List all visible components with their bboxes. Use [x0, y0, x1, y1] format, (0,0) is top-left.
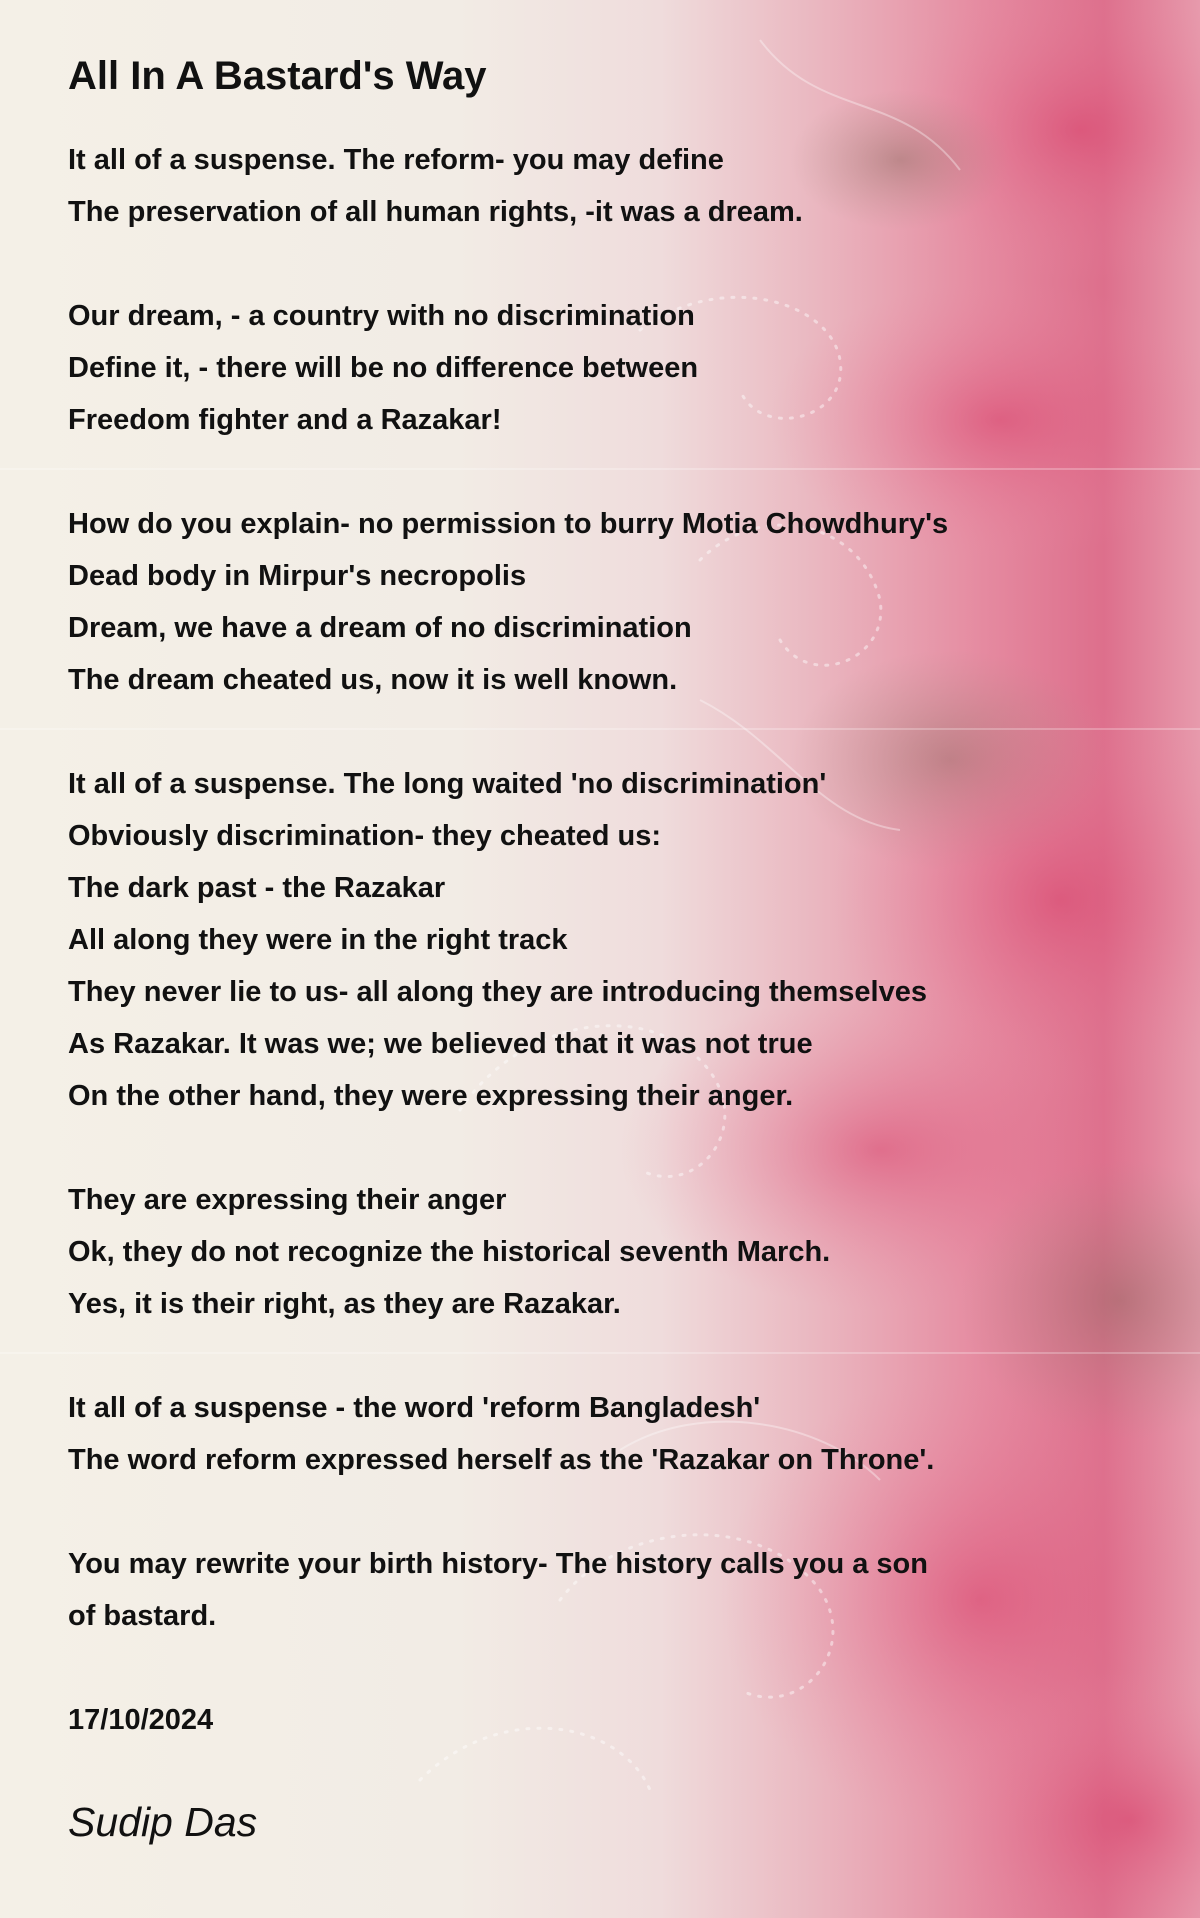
poem-line: Freedom fighter and a Razakar! — [68, 404, 502, 436]
poem-line: The dream cheated us, now it is well known. — [68, 664, 678, 696]
poem-stanza — [68, 1382, 1068, 1486]
poem-line: Yes, it is their right, as they are Razakar. — [68, 1288, 621, 1320]
poem-stanza — [68, 498, 1068, 706]
poem-date: 17/10/2024 — [68, 1704, 214, 1736]
poem-stanza — [68, 758, 1068, 1122]
poem-title: All In A Bastard's Way — [68, 54, 487, 98]
poem-stanza — [68, 1174, 1068, 1330]
poem-line: Our dream, - a country with no discrimination — [68, 300, 695, 332]
poem-line: The word reform expressed herself as the 'Razakar on Throne'. — [68, 1444, 935, 1476]
poem-line: Ok, they do not recognize the historical seventh March. — [68, 1236, 831, 1268]
poem-line: It all of a suspense. The reform- you may define — [68, 144, 724, 176]
poem-line: It all of a suspense. The long waited 'no discrimination' — [68, 768, 827, 800]
poem-line: All along they were in the right track — [68, 924, 568, 956]
poem-stanza — [68, 290, 1068, 446]
poem-line: As Razakar. It was we; we believed that it was not true — [68, 1028, 813, 1060]
poem-line: Define it, - there will be no difference between — [68, 352, 699, 384]
poem-body — [68, 134, 1068, 1642]
poem-line: of bastard. — [68, 1600, 217, 1632]
poem-line: Dead body in Mirpur's necropolis — [68, 560, 527, 592]
poem-line: On the other hand, they were expressing their anger. — [68, 1080, 794, 1112]
poem-line: They are expressing their anger — [68, 1184, 507, 1216]
poem-stanza — [68, 1538, 1068, 1642]
poem-line: Dream, we have a dream of no discrimination — [68, 612, 692, 644]
poem-line: It all of a suspense - the word 'reform Bangladesh' — [68, 1392, 761, 1424]
poem-line: How do you explain- no permission to burry Motia Chowdhury's — [68, 508, 949, 540]
poem-line: The dark past - the Razakar — [68, 872, 446, 904]
poem-line: They never lie to us- all along they are introducing themselves — [68, 976, 927, 1008]
poem-stanza — [68, 134, 1068, 238]
poem-line: The preservation of all human rights, -it was a dream. — [68, 196, 803, 228]
poem-container — [68, 52, 1068, 1848]
poem-author: Sudip Das — [68, 1799, 258, 1845]
poem-line: You may rewrite your birth history- The history calls you a son — [68, 1548, 928, 1580]
poem-line: Obviously discrimination- they cheated us: — [68, 820, 662, 852]
